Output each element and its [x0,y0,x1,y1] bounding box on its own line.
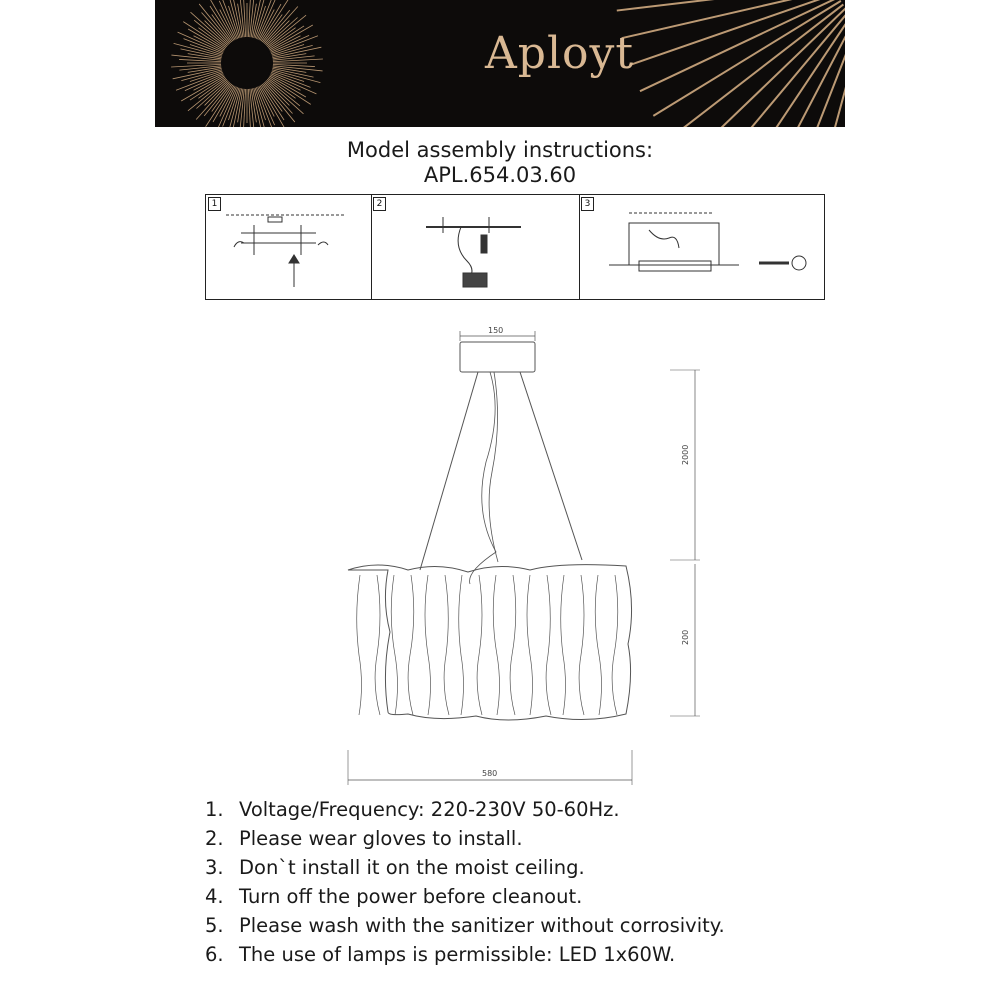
step-number: 3 [581,197,594,211]
brand-logo-text: Aployt [485,28,635,79]
list-item: 3. Don`t install it on the moist ceiling. [205,856,585,879]
list-item: 4. Turn off the power before cleanout. [205,885,583,908]
step-number: 1 [208,197,221,211]
list-item: 6. The use of lamps is permissible: LED 1x60W. [205,943,676,966]
chandelier-dimension-drawing [320,320,720,790]
specifications-list [205,795,725,969]
step-panel-2 [371,195,580,299]
dimension-label-shade-width: 580 [482,769,498,778]
dimension-label-cable: 2000 [681,444,690,465]
document-title: Model assembly instructions: [346,138,654,162]
step-panel-3 [579,195,824,299]
step-1-illustration [206,195,371,299]
model-number: APL.654.03.60 [423,163,577,187]
step-panel-1 [206,195,372,299]
dimension-label-shade-height: 200 [681,629,690,645]
step-2-illustration [371,195,579,299]
assembly-steps [205,194,825,300]
dimension-label-canopy: 150 [488,326,504,335]
brand-banner [155,0,845,127]
list-item: 2. Please wear gloves to install. [205,827,523,850]
step-3-illustration [579,195,824,299]
step-number: 2 [373,197,386,211]
list-item: 1. Voltage/Frequency: 220-230V 50-60Hz. [205,798,620,821]
list-item: 5. Please wash with the sanitizer without corrosivity. [205,914,725,937]
